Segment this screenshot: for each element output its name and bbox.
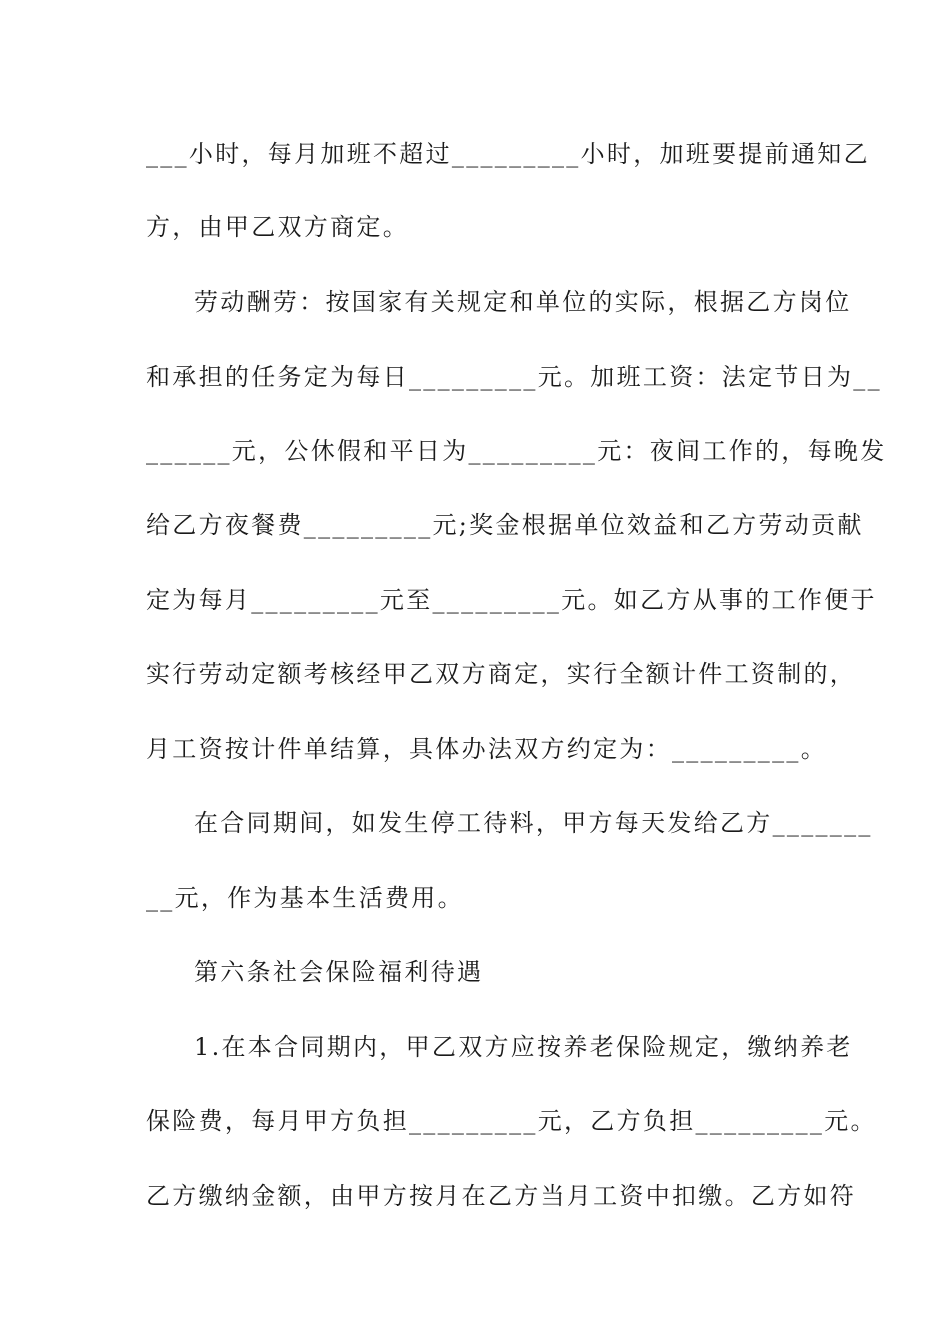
paragraph-first-line: 在合同期间，如发生停工待料，甲方每天发给乙方_______ <box>194 809 873 837</box>
text-line: __元，作为基本生活费用。 <box>146 884 464 912</box>
text-line: 方，由甲乙双方商定。 <box>146 213 409 241</box>
text-line: 定为每月_________元至_________元。如乙方从事的工作便于 <box>146 586 877 614</box>
text-line: ______元，公休假和平日为_________元：夜间工作的，每晚发 <box>146 437 887 465</box>
text-line: 保险费，每月甲方负担_________元，乙方负担_________元。 <box>146 1107 877 1135</box>
text-line: 实行劳动定额考核经甲乙双方商定，实行全额计件工资制的， <box>146 660 857 688</box>
text-line: 乙方缴纳金额，由甲方按月在乙方当月工资中扣缴。乙方如符 <box>146 1182 857 1210</box>
paragraph-first-line: 1.在本合同期内，甲乙双方应按养老保险规定，缴纳养老 <box>194 1033 853 1061</box>
text-line: ___小时，每月加班不超过_________小时，加班要提前通知乙 <box>146 140 870 168</box>
paragraph-first-line: 劳动酬劳：按国家有关规定和单位的实际，根据乙方岗位 <box>194 288 852 316</box>
text-line: 给乙方夜餐费_________元;奖金根据单位效益和乙方劳动贡献 <box>146 511 864 539</box>
text-line: 和承担的任务定为每日_________元。加班工资：法定节日为__ <box>146 363 882 391</box>
text-line: 月工资按计件单结算，具体办法双方约定为：_________。 <box>146 735 827 763</box>
section-heading: 第六条社会保险福利待遇 <box>194 958 484 986</box>
